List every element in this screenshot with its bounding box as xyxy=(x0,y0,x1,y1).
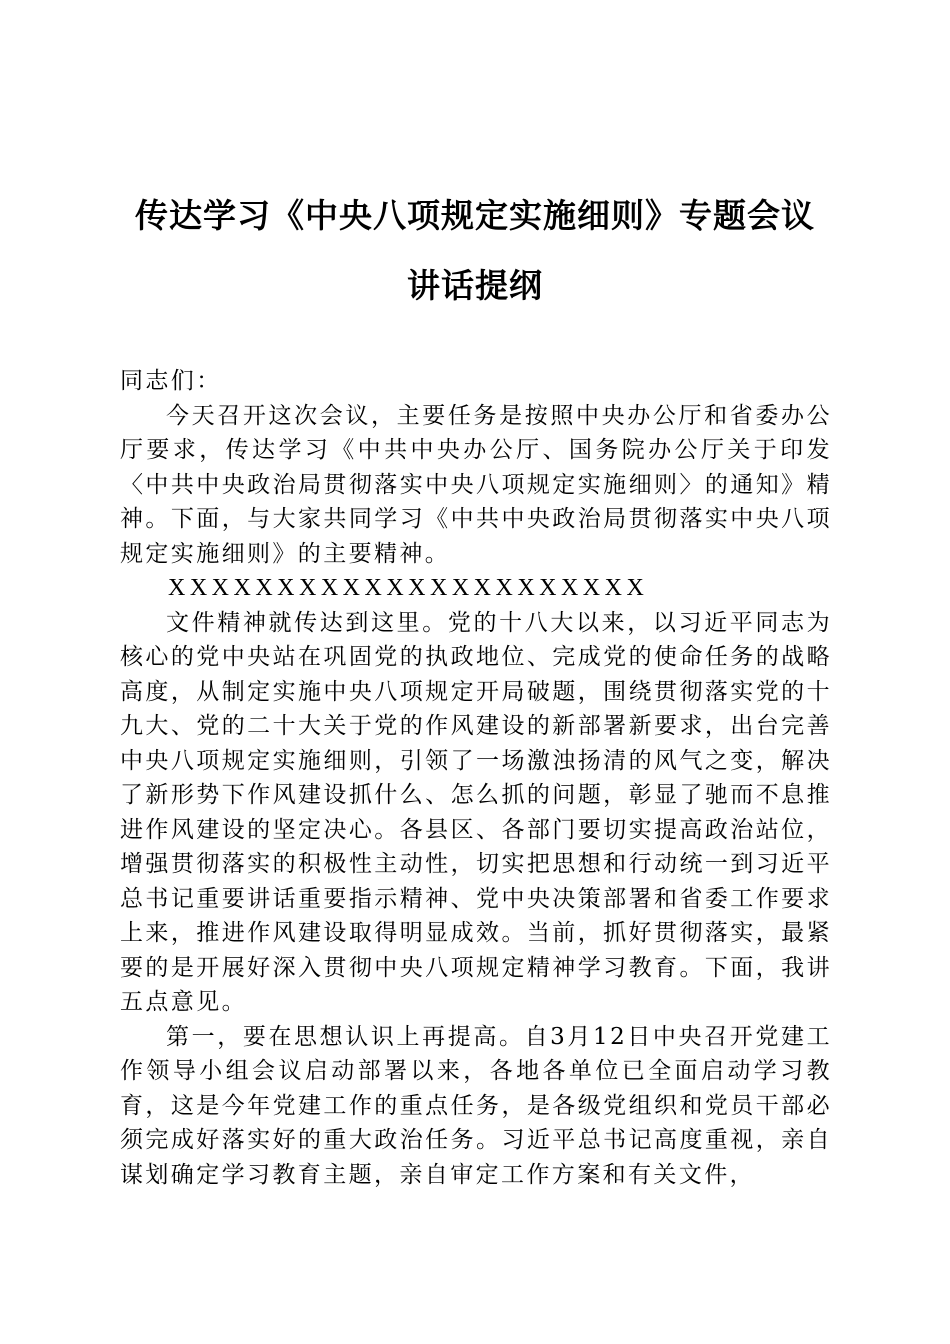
document-title-line-2: 讲话提纲 xyxy=(407,266,543,305)
paragraph-summary: 文件精神就传达到这里。党的十八大以来，以习近平同志为核心的党中央站在巩固党的执政地位、完成党的使命任务的战略高度，从制定实施中央八项规定开局破题，围绕贯彻落实党的十九大、党的二十大关于党的作风建设的新部署新要求，出台完善中央八项规定实施细则，引领了一场激浊扬清的风气之变，解决了新形势下作风建设抓什么、怎么抓的问题，彰显了驰而不息推进作风建设的坚定决心。各县区、各部门要切实提高政治站位，增强贯彻落实的积极性主动性，切实把思想和行动统一到习近平总书记重要讲话重要指示精神、党中央决策部署和省委工作要求上来，推进作风建设取得明显成效。当前，抓好贯彻落实，最紧要的是开展好深入贯彻中央八项规定精神学习教育。下面，我讲五点意见。 xyxy=(120,609,832,1015)
salutation: 同志们： xyxy=(120,368,222,394)
paragraph-point-one: 第一，要在思想认识上再提高。自3月12日中央召开党建工作领导小组会议启动部署以来，各地各单位已全面启动学习教育，这是今年党建工作的重点任务，是各级党组织和党员干部必须完成好落实好的重大政治任务。习近平总书记高度重视，亲自谋划确定学习教育主题，亲自审定工作方案和有关文件， xyxy=(120,1023,832,1188)
placeholder-line: XXXXXXXXXXXXXXXXXXXXXX xyxy=(168,575,649,601)
document-body xyxy=(120,364,832,1192)
paragraph-intro: 今天召开这次会议，主要任务是按照中央办公厅和省委办公厅要求，传达学习《中共中央办公厅、国务院办公厅关于印发〈中共中央政治局贯彻落实中央八项规定实施细则〉的通知》精神。下面，与大家共同学习《中共中央政治局贯彻落实中央八项规定实施细则》的主要精神。 xyxy=(120,402,832,567)
document-title-line-1: 传达学习《中央八项规定实施细则》专题会议 xyxy=(135,196,815,235)
